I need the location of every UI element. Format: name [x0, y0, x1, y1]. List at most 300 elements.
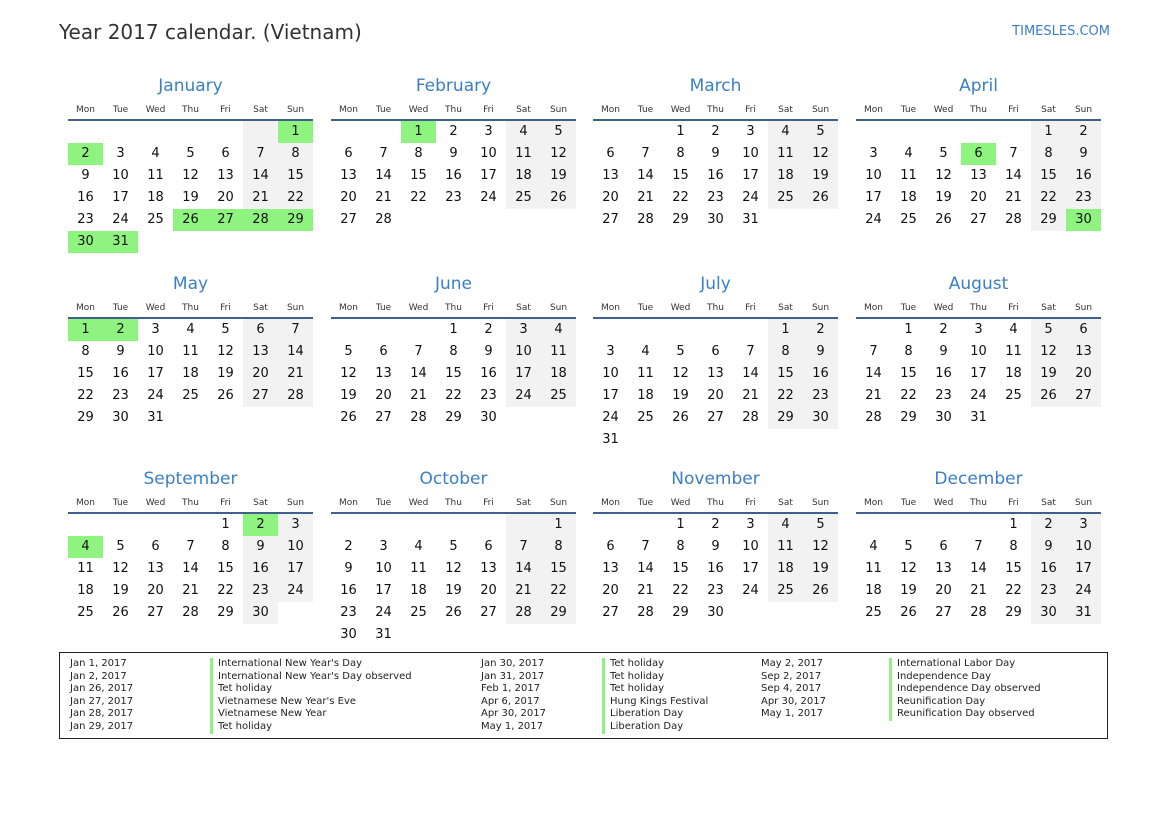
day-cell[interactable]: 29 [672, 212, 689, 227]
day-cell[interactable]: 22 [541, 580, 576, 602]
day-cell[interactable]: 24 [278, 580, 313, 602]
day-cell[interactable]: 3 [151, 322, 160, 337]
day-cell[interactable]: 18 [506, 165, 541, 187]
day-cell[interactable]: 23 [935, 388, 952, 403]
day-cell[interactable]: 8 [221, 539, 230, 554]
day-cell[interactable]: 28 [742, 410, 759, 425]
day-cell[interactable]: 27 [480, 605, 497, 620]
day-cell[interactable]: 10 [480, 146, 497, 161]
day-cell[interactable]: 9 [116, 344, 125, 359]
day-cell[interactable]: 16 [803, 363, 838, 385]
day-cell[interactable]: 7 [414, 344, 423, 359]
day-cell[interactable]: 24 [742, 583, 759, 598]
day-cell[interactable]: 17 [480, 168, 497, 183]
day-cell[interactable]: 9 [1031, 536, 1066, 558]
day-cell[interactable]: 7 [506, 536, 541, 558]
day-cell[interactable]: 9 [803, 341, 838, 363]
day-cell[interactable]: 23 [803, 385, 838, 407]
day-cell[interactable]: 30 [1031, 602, 1066, 624]
day-cell[interactable]: 5 [904, 539, 913, 554]
day-cell[interactable]: 25 [541, 385, 576, 407]
day-cell[interactable]: 19 [803, 558, 838, 580]
holiday-day-cell[interactable]: 4 [68, 536, 103, 558]
day-cell[interactable]: 5 [344, 344, 353, 359]
day-cell[interactable]: 21 [1005, 190, 1022, 205]
day-cell[interactable]: 23 [243, 580, 278, 602]
day-cell[interactable]: 16 [1066, 165, 1101, 187]
day-cell[interactable]: 3 [974, 322, 983, 337]
day-cell[interactable]: 27 [970, 212, 987, 227]
day-cell[interactable]: 4 [186, 322, 195, 337]
day-cell[interactable]: 25 [147, 212, 164, 227]
day-cell[interactable]: 6 [344, 146, 353, 161]
day-cell[interactable]: 11 [637, 366, 654, 381]
day-cell[interactable]: 21 [742, 388, 759, 403]
day-cell[interactable]: 18 [77, 583, 94, 598]
day-cell[interactable]: 30 [243, 602, 278, 624]
day-cell[interactable]: 13 [243, 341, 278, 363]
day-cell[interactable]: 20 [935, 583, 952, 598]
day-cell[interactable]: 8 [676, 539, 685, 554]
day-cell[interactable]: 23 [112, 388, 129, 403]
day-cell[interactable]: 31 [742, 212, 759, 227]
day-cell[interactable]: 15 [1005, 561, 1022, 576]
day-cell[interactable]: 26 [803, 187, 838, 209]
day-cell[interactable]: 12 [803, 143, 838, 165]
day-cell[interactable]: 12 [217, 344, 234, 359]
day-cell[interactable]: 20 [375, 388, 392, 403]
day-cell[interactable]: 14 [637, 168, 654, 183]
day-cell[interactable]: 24 [147, 388, 164, 403]
day-cell[interactable]: 20 [970, 190, 987, 205]
holiday-day-cell[interactable]: 26 [173, 209, 208, 231]
day-cell[interactable]: 14 [742, 366, 759, 381]
day-cell[interactable]: 10 [278, 536, 313, 558]
day-cell[interactable]: 27 [602, 212, 619, 227]
day-cell[interactable]: 8 [904, 344, 913, 359]
day-cell[interactable]: 7 [746, 344, 755, 359]
day-cell[interactable]: 3 [606, 344, 615, 359]
day-cell[interactable]: 8 [1009, 539, 1018, 554]
day-cell[interactable]: 31 [1066, 602, 1101, 624]
day-cell[interactable]: 21 [637, 583, 654, 598]
day-cell[interactable]: 22 [445, 388, 462, 403]
day-cell[interactable]: 15 [900, 366, 917, 381]
day-cell[interactable]: 8 [676, 146, 685, 161]
day-cell[interactable]: 4 [414, 539, 423, 554]
day-cell[interactable]: 29 [672, 605, 689, 620]
day-cell[interactable]: 13 [217, 168, 234, 183]
day-cell[interactable]: 17 [865, 190, 882, 205]
day-cell[interactable]: 20 [707, 388, 724, 403]
day-cell[interactable]: 14 [970, 561, 987, 576]
day-cell[interactable]: 11 [1005, 344, 1022, 359]
day-cell[interactable]: 10 [742, 539, 759, 554]
day-cell[interactable]: 24 [112, 212, 129, 227]
day-cell[interactable]: 3 [506, 319, 541, 341]
day-cell[interactable]: 9 [939, 344, 948, 359]
day-cell[interactable]: 25 [182, 388, 199, 403]
day-cell[interactable]: 29 [900, 410, 917, 425]
day-cell[interactable]: 11 [768, 143, 803, 165]
day-cell[interactable]: 16 [1031, 558, 1066, 580]
holiday-day-cell[interactable]: 29 [278, 209, 313, 231]
day-cell[interactable]: 12 [541, 143, 576, 165]
day-cell[interactable]: 9 [484, 344, 493, 359]
day-cell[interactable]: 17 [742, 168, 759, 183]
day-cell[interactable]: 25 [77, 605, 94, 620]
day-cell[interactable]: 11 [410, 561, 427, 576]
day-cell[interactable]: 26 [217, 388, 234, 403]
day-cell[interactable]: 21 [243, 187, 278, 209]
day-cell[interactable]: 14 [865, 366, 882, 381]
day-cell[interactable]: 11 [77, 561, 94, 576]
day-cell[interactable]: 26 [935, 212, 952, 227]
day-cell[interactable]: 23 [445, 190, 462, 205]
day-cell[interactable]: 18 [865, 583, 882, 598]
day-cell[interactable]: 21 [410, 388, 427, 403]
day-cell[interactable]: 13 [970, 168, 987, 183]
day-cell[interactable]: 8 [1031, 143, 1066, 165]
day-cell[interactable]: 18 [410, 583, 427, 598]
day-cell[interactable]: 22 [1031, 187, 1066, 209]
holiday-day-cell[interactable]: 30 [1066, 209, 1101, 231]
day-cell[interactable]: 23 [480, 388, 497, 403]
day-cell[interactable]: 5 [803, 514, 838, 536]
day-cell[interactable]: 2 [711, 124, 720, 139]
day-cell[interactable]: 2 [449, 124, 458, 139]
day-cell[interactable]: 15 [445, 366, 462, 381]
holiday-day-cell[interactable]: 30 [68, 231, 103, 253]
day-cell[interactable]: 29 [1005, 605, 1022, 620]
day-cell[interactable]: 22 [410, 190, 427, 205]
day-cell[interactable]: 30 [707, 212, 724, 227]
day-cell[interactable]: 29 [217, 605, 234, 620]
day-cell[interactable]: 14 [506, 558, 541, 580]
day-cell[interactable]: 31 [147, 410, 164, 425]
day-cell[interactable]: 28 [182, 605, 199, 620]
day-cell[interactable]: 19 [217, 366, 234, 381]
day-cell[interactable]: 10 [506, 341, 541, 363]
day-cell[interactable]: 2 [344, 539, 353, 554]
day-cell[interactable]: 16 [340, 583, 357, 598]
day-cell[interactable]: 18 [1005, 366, 1022, 381]
day-cell[interactable]: 24 [970, 388, 987, 403]
day-cell[interactable]: 8 [81, 344, 90, 359]
day-cell[interactable]: 27 [375, 410, 392, 425]
day-cell[interactable]: 14 [278, 341, 313, 363]
day-cell[interactable]: 1 [1009, 517, 1018, 532]
holiday-day-cell[interactable]: 31 [103, 231, 138, 253]
day-cell[interactable]: 4 [904, 146, 913, 161]
day-cell[interactable]: 6 [484, 539, 493, 554]
day-cell[interactable]: 15 [217, 561, 234, 576]
day-cell[interactable]: 4 [1009, 322, 1018, 337]
day-cell[interactable]: 11 [865, 561, 882, 576]
day-cell[interactable]: 12 [672, 366, 689, 381]
day-cell[interactable]: 3 [746, 124, 755, 139]
day-cell[interactable]: 19 [803, 165, 838, 187]
day-cell[interactable]: 22 [1005, 583, 1022, 598]
day-cell[interactable]: 7 [243, 143, 278, 165]
day-cell[interactable]: 21 [278, 363, 313, 385]
day-cell[interactable]: 1 [904, 322, 913, 337]
day-cell[interactable]: 16 [445, 168, 462, 183]
day-cell[interactable]: 12 [182, 168, 199, 183]
day-cell[interactable]: 16 [935, 366, 952, 381]
day-cell[interactable]: 23 [1066, 187, 1101, 209]
day-cell[interactable]: 16 [480, 366, 497, 381]
day-cell[interactable]: 20 [480, 583, 497, 598]
day-cell[interactable]: 17 [112, 190, 129, 205]
day-cell[interactable]: 9 [243, 536, 278, 558]
day-cell[interactable]: 28 [1005, 212, 1022, 227]
day-cell[interactable]: 6 [151, 539, 160, 554]
day-cell[interactable]: 24 [506, 385, 541, 407]
day-cell[interactable]: 5 [186, 146, 195, 161]
holiday-day-cell[interactable]: 1 [401, 121, 436, 143]
day-cell[interactable]: 13 [480, 561, 497, 576]
day-cell[interactable]: 28 [278, 385, 313, 407]
day-cell[interactable]: 23 [707, 190, 724, 205]
day-cell[interactable]: 19 [900, 583, 917, 598]
day-cell[interactable]: 15 [672, 561, 689, 576]
day-cell[interactable]: 2 [484, 322, 493, 337]
day-cell[interactable]: 23 [1031, 580, 1066, 602]
day-cell[interactable]: 22 [217, 583, 234, 598]
holiday-day-cell[interactable]: 6 [961, 143, 996, 165]
day-cell[interactable]: 19 [340, 388, 357, 403]
day-cell[interactable]: 11 [147, 168, 164, 183]
day-cell[interactable]: 5 [1031, 319, 1066, 341]
day-cell[interactable]: 26 [900, 605, 917, 620]
day-cell[interactable]: 25 [768, 187, 803, 209]
day-cell[interactable]: 8 [278, 143, 313, 165]
day-cell[interactable]: 4 [541, 319, 576, 341]
day-cell[interactable]: 23 [77, 212, 94, 227]
holiday-day-cell[interactable]: 27 [208, 209, 243, 231]
day-cell[interactable]: 10 [112, 168, 129, 183]
day-cell[interactable]: 24 [375, 605, 392, 620]
day-cell[interactable]: 7 [641, 539, 650, 554]
day-cell[interactable]: 28 [506, 602, 541, 624]
day-cell[interactable]: 19 [1031, 363, 1066, 385]
day-cell[interactable]: 29 [445, 410, 462, 425]
day-cell[interactable]: 17 [1066, 558, 1101, 580]
day-cell[interactable]: 20 [1066, 363, 1101, 385]
day-cell[interactable]: 9 [1066, 143, 1101, 165]
day-cell[interactable]: 22 [672, 583, 689, 598]
day-cell[interactable]: 10 [865, 168, 882, 183]
day-cell[interactable]: 11 [900, 168, 917, 183]
holiday-day-cell[interactable]: 2 [243, 514, 278, 536]
day-cell[interactable]: 5 [803, 121, 838, 143]
day-cell[interactable]: 31 [375, 627, 392, 642]
day-cell[interactable]: 5 [449, 539, 458, 554]
day-cell[interactable]: 15 [672, 168, 689, 183]
day-cell[interactable]: 14 [243, 165, 278, 187]
day-cell[interactable]: 27 [1066, 385, 1101, 407]
day-cell[interactable]: 18 [768, 558, 803, 580]
day-cell[interactable]: 22 [77, 388, 94, 403]
day-cell[interactable]: 1 [768, 319, 803, 341]
day-cell[interactable]: 22 [768, 385, 803, 407]
day-cell[interactable]: 20 [147, 583, 164, 598]
day-cell[interactable]: 13 [602, 168, 619, 183]
day-cell[interactable]: 9 [81, 168, 90, 183]
day-cell[interactable]: 14 [410, 366, 427, 381]
day-cell[interactable]: 13 [1066, 341, 1101, 363]
day-cell[interactable]: 15 [278, 165, 313, 187]
day-cell[interactable]: 19 [672, 388, 689, 403]
day-cell[interactable]: 28 [970, 605, 987, 620]
holiday-day-cell[interactable]: 28 [243, 209, 278, 231]
day-cell[interactable]: 12 [803, 536, 838, 558]
day-cell[interactable]: 29 [768, 407, 803, 429]
day-cell[interactable]: 12 [1031, 341, 1066, 363]
day-cell[interactable]: 21 [182, 583, 199, 598]
day-cell[interactable]: 4 [506, 121, 541, 143]
day-cell[interactable]: 5 [676, 344, 685, 359]
day-cell[interactable]: 19 [112, 583, 129, 598]
day-cell[interactable]: 11 [541, 341, 576, 363]
day-cell[interactable]: 3 [869, 146, 878, 161]
day-cell[interactable]: 25 [900, 212, 917, 227]
day-cell[interactable]: 16 [77, 190, 94, 205]
day-cell[interactable]: 10 [742, 146, 759, 161]
day-cell[interactable]: 24 [742, 190, 759, 205]
day-cell[interactable]: 29 [77, 410, 94, 425]
day-cell[interactable]: 25 [865, 605, 882, 620]
day-cell[interactable]: 20 [243, 363, 278, 385]
day-cell[interactable]: 4 [151, 146, 160, 161]
day-cell[interactable]: 2 [1031, 514, 1066, 536]
day-cell[interactable]: 23 [707, 583, 724, 598]
day-cell[interactable]: 7 [379, 146, 388, 161]
day-cell[interactable]: 27 [602, 605, 619, 620]
day-cell[interactable]: 30 [112, 410, 129, 425]
day-cell[interactable]: 17 [147, 366, 164, 381]
day-cell[interactable]: 14 [182, 561, 199, 576]
day-cell[interactable]: 26 [803, 580, 838, 602]
day-cell[interactable]: 30 [480, 410, 497, 425]
day-cell[interactable]: 4 [768, 121, 803, 143]
day-cell[interactable]: 10 [970, 344, 987, 359]
day-cell[interactable]: 15 [1031, 165, 1066, 187]
day-cell[interactable]: 14 [637, 561, 654, 576]
day-cell[interactable]: 13 [707, 366, 724, 381]
day-cell[interactable]: 8 [449, 344, 458, 359]
day-cell[interactable]: 20 [340, 190, 357, 205]
day-cell[interactable]: 17 [742, 561, 759, 576]
day-cell[interactable]: 26 [541, 187, 576, 209]
day-cell[interactable]: 1 [449, 322, 458, 337]
day-cell[interactable]: 12 [340, 366, 357, 381]
day-cell[interactable]: 25 [768, 580, 803, 602]
day-cell[interactable]: 24 [1066, 580, 1101, 602]
day-cell[interactable]: 7 [1009, 146, 1018, 161]
day-cell[interactable]: 6 [243, 319, 278, 341]
day-cell[interactable]: 1 [676, 124, 685, 139]
day-cell[interactable]: 16 [112, 366, 129, 381]
day-cell[interactable]: 31 [602, 432, 619, 447]
day-cell[interactable]: 3 [746, 517, 755, 532]
day-cell[interactable]: 24 [480, 190, 497, 205]
day-cell[interactable]: 18 [182, 366, 199, 381]
day-cell[interactable]: 20 [602, 583, 619, 598]
day-cell[interactable]: 16 [707, 168, 724, 183]
day-cell[interactable]: 7 [278, 319, 313, 341]
day-cell[interactable]: 1 [221, 517, 230, 532]
day-cell[interactable]: 1 [676, 517, 685, 532]
day-cell[interactable]: 4 [641, 344, 650, 359]
day-cell[interactable]: 2 [711, 517, 720, 532]
day-cell[interactable]: 13 [340, 168, 357, 183]
day-cell[interactable]: 4 [768, 514, 803, 536]
day-cell[interactable]: 18 [637, 388, 654, 403]
day-cell[interactable]: 5 [939, 146, 948, 161]
day-cell[interactable]: 21 [375, 190, 392, 205]
day-cell[interactable]: 10 [147, 344, 164, 359]
day-cell[interactable]: 24 [602, 410, 619, 425]
day-cell[interactable]: 7 [641, 146, 650, 161]
day-cell[interactable]: 14 [375, 168, 392, 183]
day-cell[interactable]: 30 [340, 627, 357, 642]
day-cell[interactable]: 15 [77, 366, 94, 381]
day-cell[interactable]: 25 [637, 410, 654, 425]
day-cell[interactable]: 17 [970, 366, 987, 381]
day-cell[interactable]: 17 [278, 558, 313, 580]
holiday-day-cell[interactable]: 2 [68, 143, 103, 165]
day-cell[interactable]: 10 [1066, 536, 1101, 558]
day-cell[interactable]: 6 [221, 146, 230, 161]
day-cell[interactable]: 29 [541, 602, 576, 624]
day-cell[interactable]: 3 [379, 539, 388, 554]
day-cell[interactable]: 27 [340, 212, 357, 227]
day-cell[interactable]: 7 [869, 344, 878, 359]
day-cell[interactable]: 6 [606, 146, 615, 161]
day-cell[interactable]: 8 [414, 146, 423, 161]
day-cell[interactable]: 5 [116, 539, 125, 554]
holiday-day-cell[interactable]: 1 [68, 319, 103, 341]
day-cell[interactable]: 22 [900, 388, 917, 403]
day-cell[interactable]: 9 [711, 539, 720, 554]
day-cell[interactable]: 19 [541, 165, 576, 187]
brand-link[interactable]: TIMESLES.COM [1012, 24, 1110, 39]
day-cell[interactable]: 22 [278, 187, 313, 209]
holiday-day-cell[interactable]: 2 [103, 319, 138, 341]
day-cell[interactable]: 27 [147, 605, 164, 620]
day-cell[interactable]: 5 [541, 121, 576, 143]
day-cell[interactable]: 17 [602, 388, 619, 403]
day-cell[interactable]: 18 [900, 190, 917, 205]
day-cell[interactable]: 10 [375, 561, 392, 576]
day-cell[interactable]: 6 [606, 539, 615, 554]
day-cell[interactable]: 16 [243, 558, 278, 580]
day-cell[interactable]: 15 [410, 168, 427, 183]
day-cell[interactable]: 19 [445, 583, 462, 598]
day-cell[interactable]: 24 [865, 212, 882, 227]
day-cell[interactable]: 26 [672, 410, 689, 425]
day-cell[interactable]: 28 [410, 410, 427, 425]
day-cell[interactable]: 18 [768, 165, 803, 187]
day-cell[interactable]: 27 [935, 605, 952, 620]
day-cell[interactable]: 18 [147, 190, 164, 205]
day-cell[interactable]: 28 [375, 212, 392, 227]
day-cell[interactable]: 21 [970, 583, 987, 598]
day-cell[interactable]: 21 [506, 580, 541, 602]
day-cell[interactable]: 7 [974, 539, 983, 554]
